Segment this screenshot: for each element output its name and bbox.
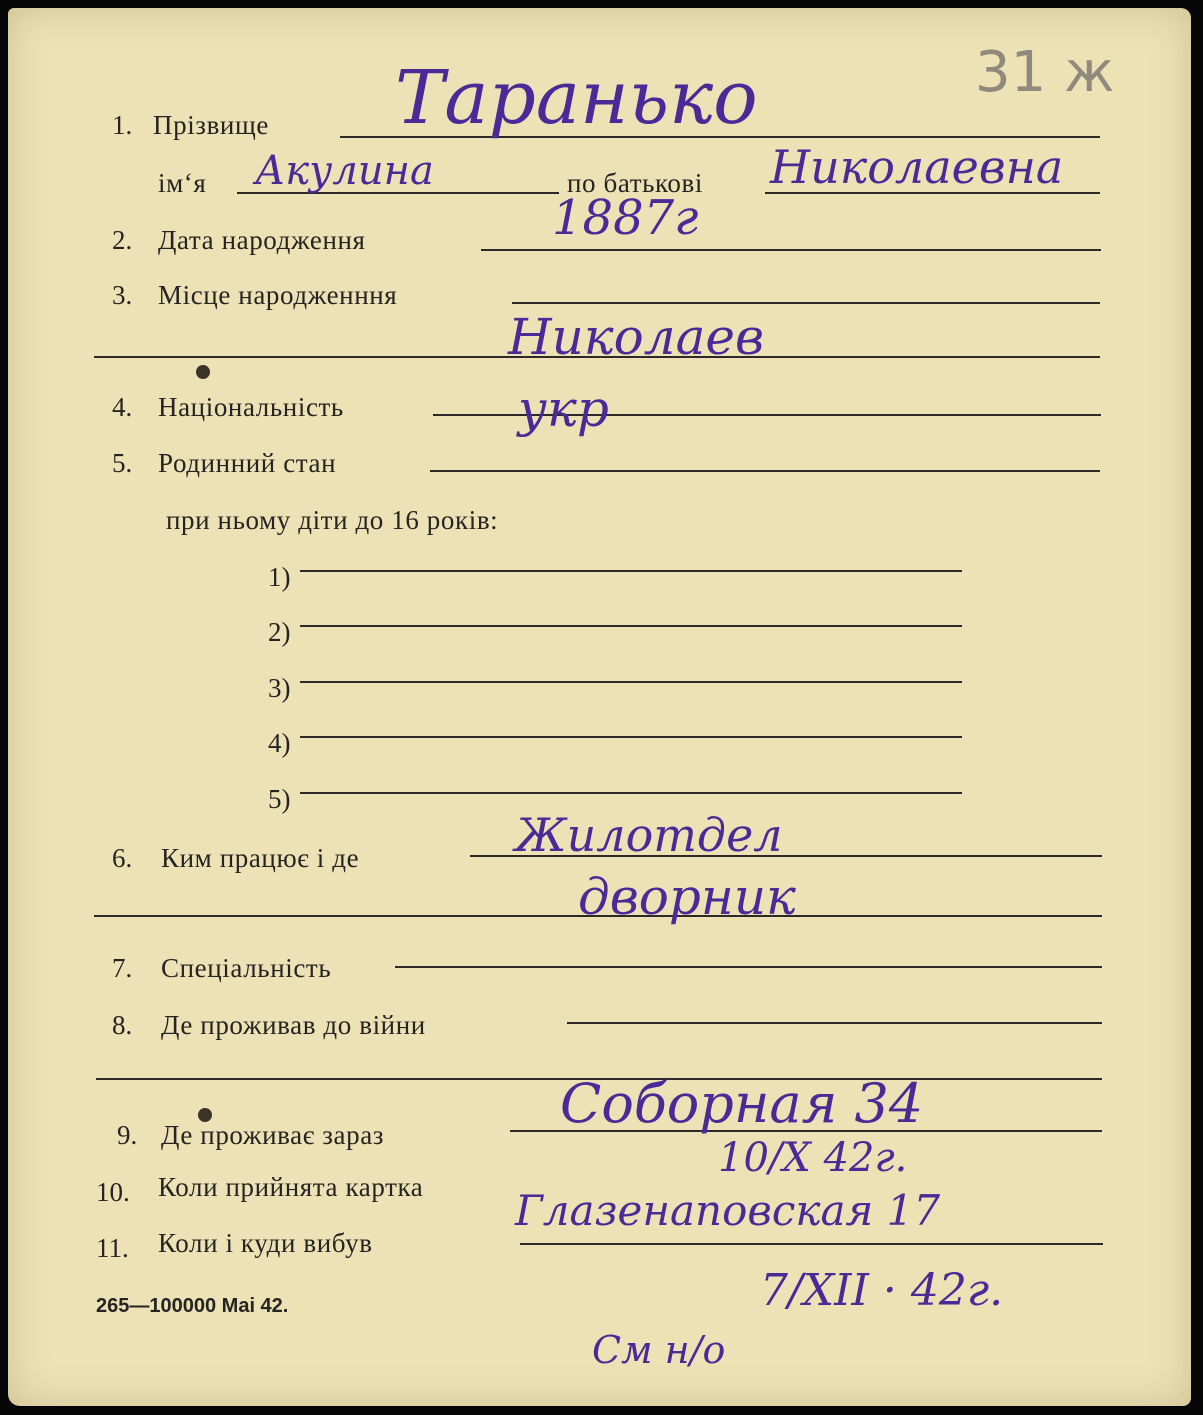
field-10-number: 10.	[96, 1177, 130, 1207]
field-2-line	[481, 249, 1101, 251]
field-11-label: Коли і куди вибув	[158, 1228, 373, 1258]
field-3-number: 3.	[112, 280, 133, 310]
field-name-label: ім‘я	[158, 168, 207, 198]
field-2-value: 1887г	[552, 190, 699, 246]
field-3-value: Николаев	[508, 308, 765, 366]
field-10-value: 10/X 42г.	[718, 1135, 908, 1181]
field-9-label: Де проживає зараз	[161, 1120, 385, 1150]
field-2-number: 2.	[112, 225, 133, 255]
field-3-line	[512, 302, 1100, 304]
field-7-number: 7.	[112, 953, 133, 983]
signature: См н/о	[592, 1328, 726, 1372]
field-5-label: Родинний стан	[158, 448, 337, 478]
field-8-label: Де проживав до війни	[161, 1010, 426, 1040]
child-2-line	[300, 625, 962, 627]
field-9-value: Соборная 34	[560, 1072, 924, 1135]
field-1-value: Таранько	[395, 55, 758, 141]
field-11-number: 11.	[96, 1233, 129, 1263]
field-patronymic-label: по батькові	[567, 168, 703, 198]
punch-hole	[196, 365, 210, 379]
field-3-label: Місце народженння	[158, 280, 398, 310]
field-11-value: Глазенаповская 17	[515, 1186, 941, 1235]
field-11-date: 7/XII · 42г.	[760, 1265, 1004, 1316]
field-5-number: 5.	[112, 448, 133, 478]
field-6-value: Жилотдел	[515, 808, 783, 862]
child-5-label: 5)	[268, 784, 291, 814]
corner-mark: 31 ж	[975, 40, 1115, 105]
field-4-number: 4.	[112, 392, 133, 422]
child-1-line	[300, 570, 962, 572]
child-1-label: 1)	[268, 562, 291, 592]
field-8-number: 8.	[112, 1010, 133, 1040]
field-1-label: Прізвище	[153, 110, 269, 140]
field-10-label: Коли прийнята картка	[158, 1172, 424, 1202]
child-5-line	[300, 792, 962, 794]
children-label: при ньому діти до 16 років:	[166, 505, 499, 535]
field-7-label: Спеціальність	[161, 953, 332, 983]
field-name-value: Акулина	[255, 148, 434, 194]
field-11-line	[520, 1243, 1103, 1245]
child-4-line	[300, 736, 962, 738]
child-4-label: 4)	[268, 728, 291, 758]
field-8-line	[567, 1022, 1102, 1024]
field-6-number: 6.	[112, 843, 133, 873]
field-9-number: 9.	[117, 1120, 138, 1150]
field-4-label: Національність	[158, 392, 344, 422]
field-6-label: Ким працює і де	[161, 843, 360, 873]
field-5-line	[430, 470, 1100, 472]
child-2-label: 2)	[268, 617, 291, 647]
child-3-label: 3)	[268, 673, 291, 703]
field-patronymic-value: Николаевна	[770, 140, 1064, 194]
field-1-number: 1.	[112, 110, 133, 140]
field-6-value-2: дворник	[578, 868, 796, 926]
child-3-line	[300, 681, 962, 683]
field-7-line	[395, 966, 1102, 968]
print-code: 265—100000 Mai 42.	[96, 1295, 289, 1317]
field-4-value: укр	[518, 380, 609, 438]
field-2-label: Дата народження	[158, 225, 366, 255]
